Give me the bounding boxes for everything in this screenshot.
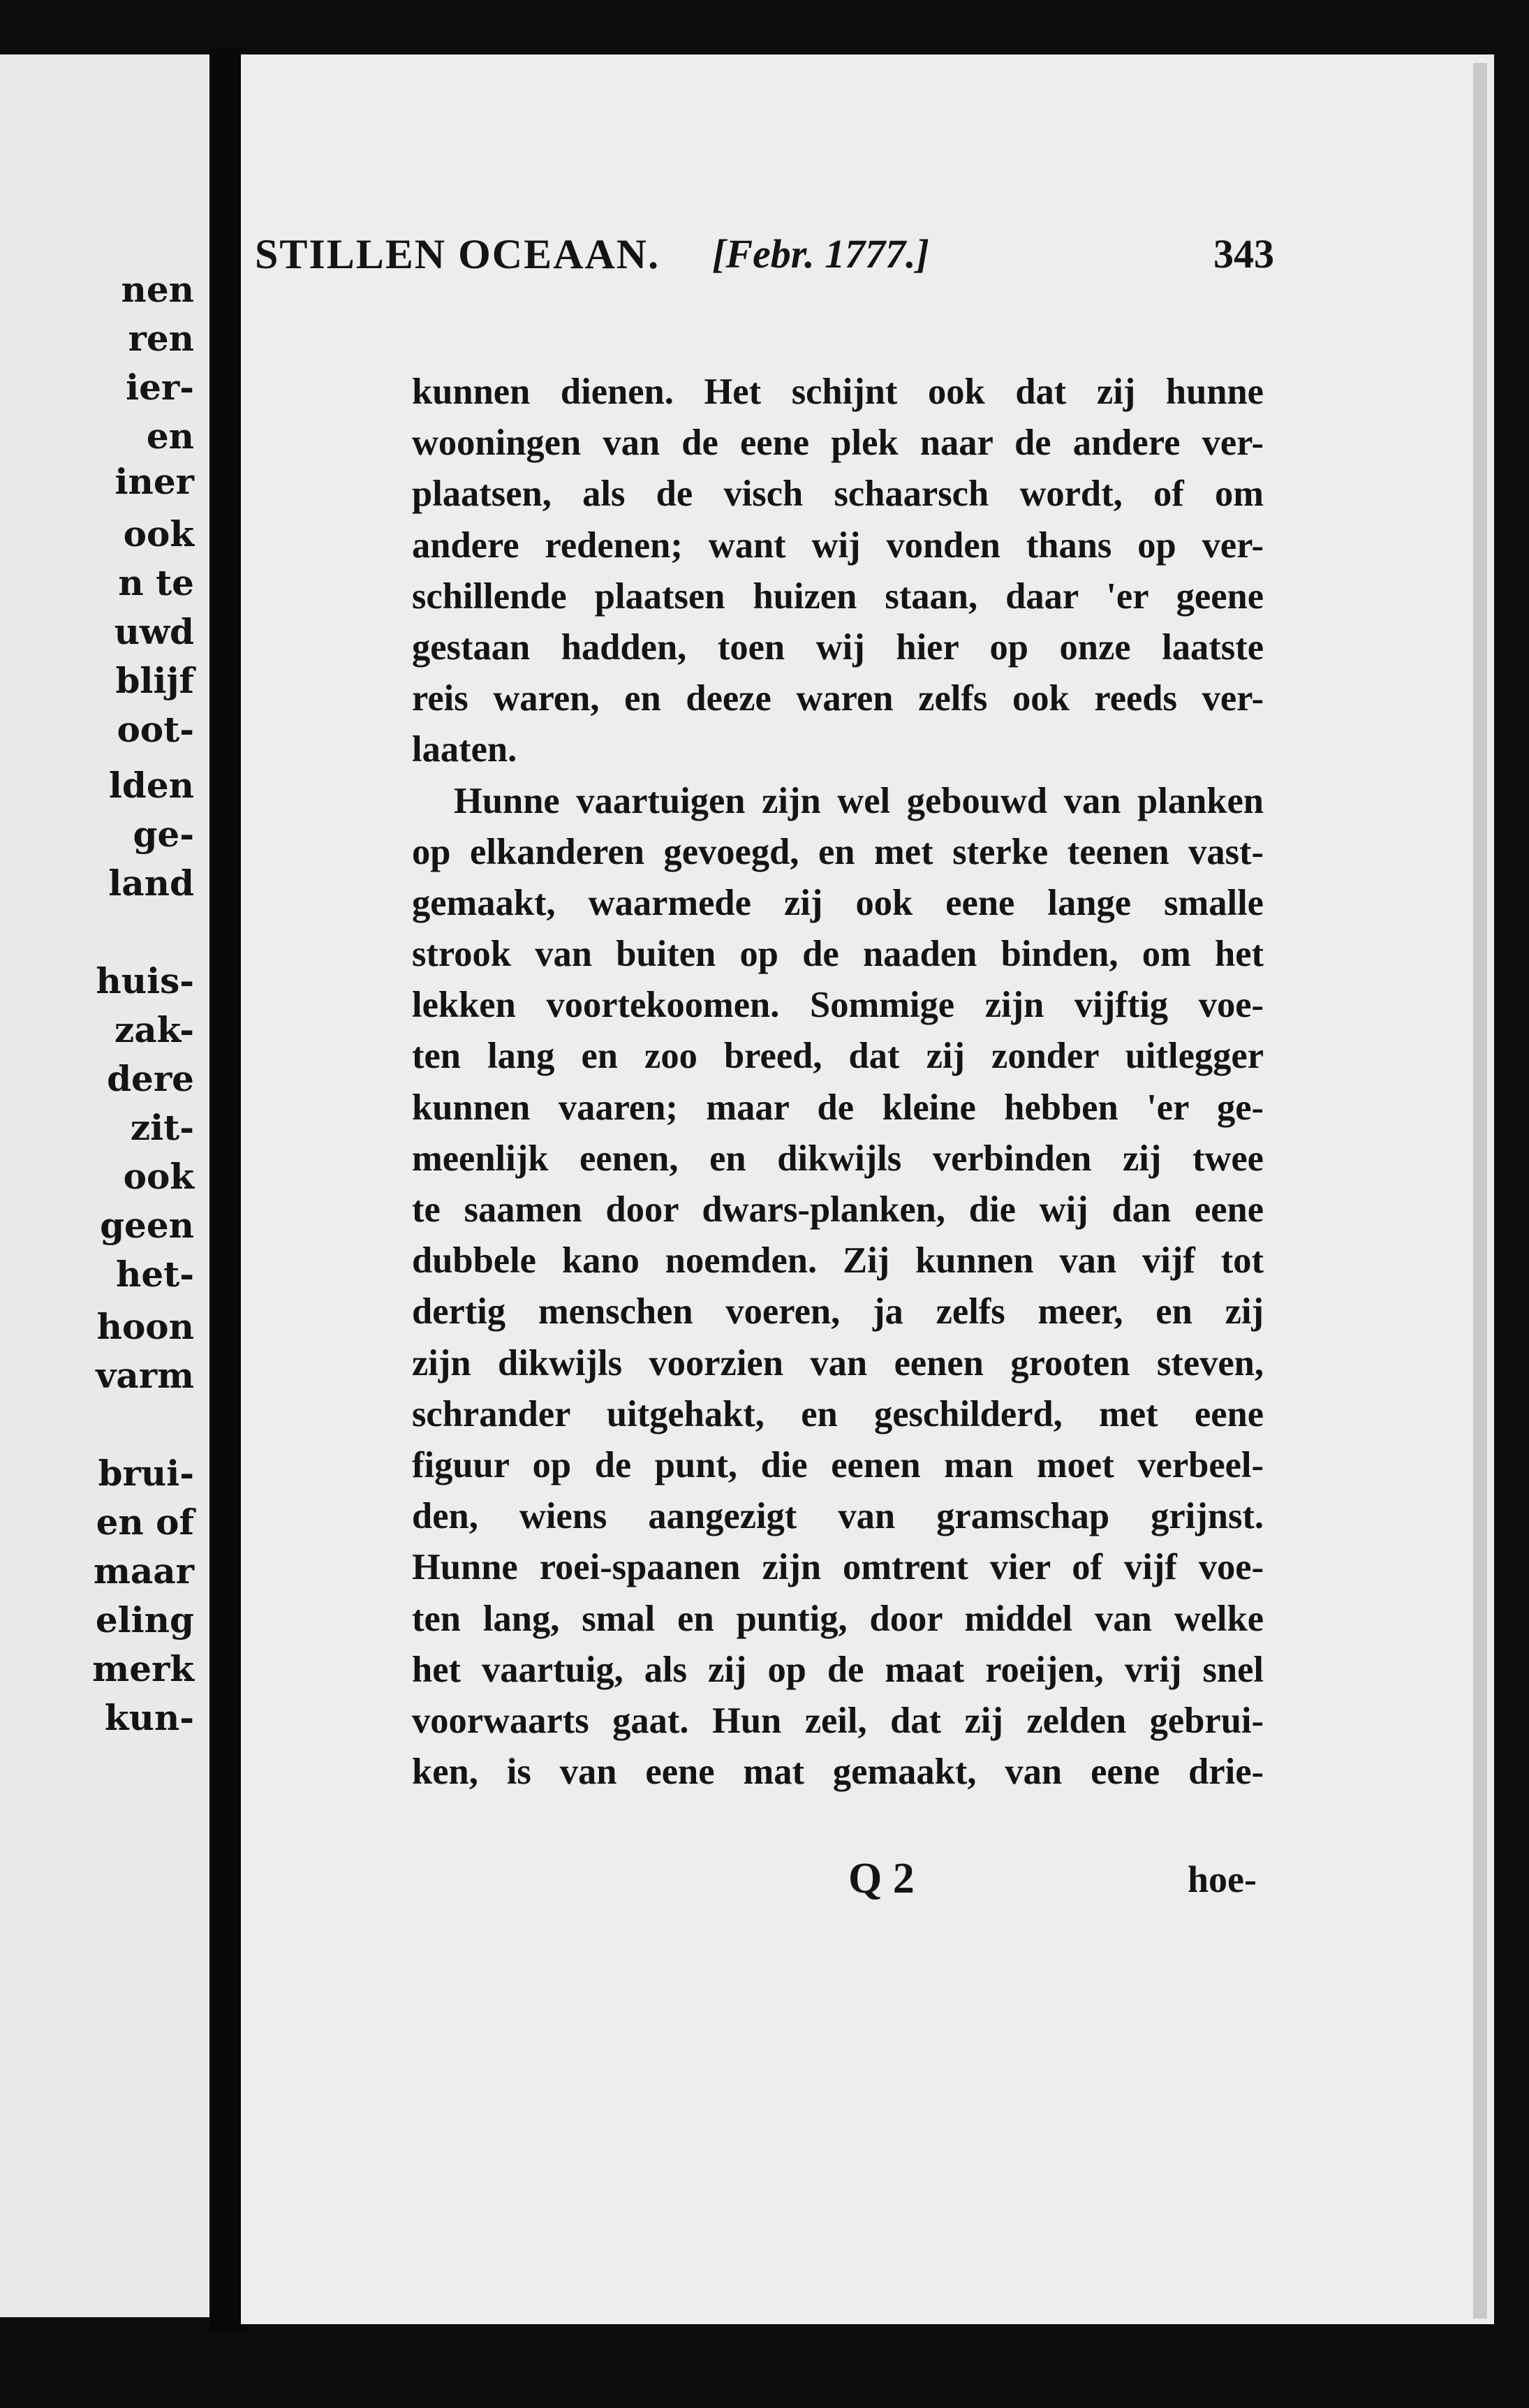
text-line: kunnen vaaren; maar de kleine hebben 'er ge-	[412, 1087, 1264, 1128]
text-line: gestaan hadden, toen wij hier op onze laatste	[412, 626, 1264, 668]
catchword: hoe-	[1188, 1858, 1257, 1900]
text-line: ken, is van eene mat gemaakt, van eene drie-	[412, 1752, 1264, 1793]
facing-page-fragment-text: lden	[108, 765, 194, 806]
facing-page-fragment-text: kun-	[104, 1697, 194, 1738]
text-line: meenlijk eenen, en dikwijls verbinden zij twee	[412, 1138, 1264, 1179]
facing-page-fragment-text: en	[146, 416, 194, 457]
text-line: dertig menschen voeren, ja zelfs meer, en zij	[412, 1291, 1264, 1333]
facing-page-fragment-text: geen	[100, 1205, 194, 1246]
text-line: andere redenen; want wij vonden thans op ver-	[412, 524, 1264, 566]
page-number: 343	[1213, 231, 1274, 277]
facing-page-fragment-text: oot-	[117, 709, 194, 750]
text-line: den, wiens aangezigt van gramschap grijnst.	[412, 1496, 1264, 1537]
printer-signature: Q 2	[848, 1855, 915, 1902]
facing-page-fragment-text: zak-	[114, 1009, 194, 1050]
facing-page-fragment-text: ier-	[126, 367, 194, 408]
facing-page-fragment-text: land	[108, 862, 194, 904]
text-line: reis waren, en deeze waren zelfs ook reeds ver-	[412, 678, 1264, 719]
facing-page-fragment-text: maar	[93, 1550, 194, 1592]
text-line: ten lang en zoo breed, dat zij zonder uitlegger	[412, 1036, 1264, 1077]
text-line: voorwaarts gaat. Hun zeil, dat zij zelden gebrui-	[412, 1700, 1264, 1741]
facing-page-fragment-text: hoon	[96, 1306, 194, 1347]
facing-page-fragment-text: n te	[118, 562, 194, 603]
text-line: wooningen van de eene plek naar de andere ver-	[412, 423, 1264, 464]
facing-page-fragment-text: het-	[115, 1254, 194, 1295]
facing-page-fragment-text: ren	[128, 318, 194, 359]
running-title: STILLEN OCEAAN.	[255, 231, 660, 277]
facing-page-fragment-text: nen	[121, 269, 194, 310]
facing-page-fragment-text: dere	[107, 1058, 194, 1099]
facing-page-fragment-text: ook	[123, 1156, 194, 1197]
text-line: schillende plaatsen huizen staan, daar 'er geene	[412, 575, 1264, 617]
facing-page-fragment-text: zit-	[130, 1107, 194, 1148]
facing-page-fragment-text: huis-	[96, 960, 194, 1001]
facing-page-fragment-text: eling	[95, 1599, 194, 1640]
text-line: figuur op de punt, die eenen man moet verbeel-	[412, 1444, 1264, 1485]
running-date: [Febr. 1777.]	[712, 231, 929, 277]
text-line: te saamen door dwars-planken, die wij dan eene	[412, 1189, 1264, 1230]
text-line: ten lang, smal en puntig, door middel van welke	[412, 1598, 1264, 1639]
facing-page-fragment-text: blijf	[115, 660, 194, 701]
body-text	[412, 367, 1264, 1798]
running-header	[255, 230, 1274, 307]
text-line: schrander uitgehakt, en geschilderd, met eene	[412, 1393, 1264, 1434]
text-line: kunnen dienen. Het schijnt ook dat zij hunne	[412, 372, 1264, 412]
text-line: zijn dikwijls voorzien van eenen grooten steven,	[412, 1342, 1264, 1383]
facing-page-fragment-text: ook	[123, 513, 194, 555]
text-line: plaatsen, als de visch schaarsch wordt, of om	[412, 473, 1264, 515]
facing-page-fragment	[0, 54, 209, 2317]
text-line: strook van buiten op de naaden binden, om het	[412, 934, 1264, 975]
text-line: gemaakt, waarmede zij ook eene lange smalle	[412, 882, 1264, 923]
text-line: lekken voortekoomen. Sommige zijn vijftig voe-	[412, 985, 1264, 1026]
text-line: Hunne vaartuigen zijn wel gebouwd van planken	[454, 780, 1264, 821]
facing-page-fragment-text: varm	[96, 1355, 194, 1396]
text-line: Hunne roei-spaanen zijn omtrent vier of vijf voe-	[412, 1547, 1264, 1588]
facing-page-fragment-text: uwd	[114, 611, 194, 652]
text-line: laaten.	[412, 729, 517, 770]
text-line: op elkanderen gevoegd, en met sterke teenen vast-	[412, 831, 1264, 872]
facing-page-fragment-text: brui-	[98, 1453, 194, 1494]
text-line: het vaartuig, als zij op de maat roeijen, vrij snel	[412, 1649, 1264, 1690]
facing-page-fragment-text: merk	[92, 1648, 194, 1689]
facing-page-fragment-text: en of	[96, 1502, 194, 1543]
page-edge	[1473, 63, 1487, 2319]
text-line: dubbele kano noemden. Zij kunnen van vijf tot	[412, 1240, 1264, 1282]
facing-page-fragment-text: iner	[115, 461, 194, 502]
facing-page-fragment-text: ge-	[133, 814, 194, 855]
